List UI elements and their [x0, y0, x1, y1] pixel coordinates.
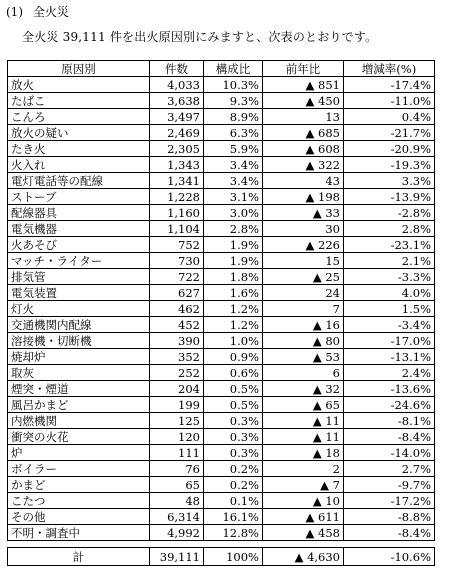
change-cell: ▲ 33: [263, 205, 344, 221]
count-cell: 2,305: [150, 141, 204, 157]
rate-cell: -17.0%: [344, 333, 435, 349]
change-cell: ▲ 32: [263, 381, 344, 397]
count-cell: 627: [150, 285, 204, 301]
count-cell: 199: [150, 397, 204, 413]
cause-cell: 不明・調査中: [8, 525, 150, 541]
rate-cell: -13.9%: [344, 189, 435, 205]
share-cell: 5.9%: [204, 141, 263, 157]
change-cell: 6: [263, 365, 344, 381]
table-row: [8, 269, 435, 285]
count-cell: 125: [150, 413, 204, 429]
table-row: [8, 157, 435, 173]
rate-cell: 2.1%: [344, 253, 435, 269]
table-row: [8, 461, 435, 477]
cause-cell: 灯火: [8, 301, 150, 317]
rate-cell: 0.4%: [344, 109, 435, 125]
change-cell: ▲ 322: [263, 157, 344, 173]
rate-cell: -2.8%: [344, 205, 435, 221]
cause-cell: こんろ: [8, 109, 150, 125]
share-cell: 1.2%: [204, 317, 263, 333]
table-row: [8, 253, 435, 269]
column-header: 構成比: [204, 61, 263, 77]
rate-cell: -17.4%: [344, 77, 435, 93]
cause-table: [7, 60, 435, 541]
column-header: 件数: [150, 61, 204, 77]
count-cell: 3,497: [150, 109, 204, 125]
change-cell: ▲ 80: [263, 333, 344, 349]
count-cell: 204: [150, 381, 204, 397]
share-cell: 16.1%: [204, 509, 263, 525]
change-cell: 24: [263, 285, 344, 301]
count-cell: 1,228: [150, 189, 204, 205]
share-cell: 0.9%: [204, 349, 263, 365]
rate-cell: -8.4%: [344, 525, 435, 541]
change-cell: 30: [263, 221, 344, 237]
count-cell: 722: [150, 269, 204, 285]
count-cell: 452: [150, 317, 204, 333]
count-cell: 4,992: [150, 525, 204, 541]
share-cell: 6.3%: [204, 125, 263, 141]
share-cell: 8.9%: [204, 109, 263, 125]
table-row: [8, 525, 435, 541]
change-cell: 15: [263, 253, 344, 269]
section-number: (1): [6, 5, 23, 19]
table-row: [8, 413, 435, 429]
cause-cell: 内燃機関: [8, 413, 150, 429]
table-row: [8, 365, 435, 381]
rate-cell: -9.7%: [344, 477, 435, 493]
cause-cell: 交通機関内配線: [8, 317, 150, 333]
cause-cell: 排気管: [8, 269, 150, 285]
change-cell: ▲ 10: [263, 493, 344, 509]
share-cell: 1.6%: [204, 285, 263, 301]
rate-cell: -3.3%: [344, 269, 435, 285]
rate-cell: 1.5%: [344, 301, 435, 317]
table-row: [8, 173, 435, 189]
count-cell: 252: [150, 365, 204, 381]
count-cell: 65: [150, 477, 204, 493]
table-row: [8, 493, 435, 509]
change-cell: ▲ 65: [263, 397, 344, 413]
change-cell: ▲ 608: [263, 141, 344, 157]
cause-cell: こたつ: [8, 493, 150, 509]
table-row: [8, 477, 435, 493]
table-row: [8, 93, 435, 109]
share-cell: 0.1%: [204, 493, 263, 509]
share-cell: 0.5%: [204, 397, 263, 413]
rate-cell: 2.7%: [344, 461, 435, 477]
table-row: [8, 333, 435, 349]
table-row: [8, 381, 435, 397]
share-cell: 0.3%: [204, 445, 263, 461]
rate-cell: 4.0%: [344, 285, 435, 301]
change-cell: ▲ 11: [263, 413, 344, 429]
change-cell: ▲ 53: [263, 349, 344, 365]
table-row: [8, 189, 435, 205]
cause-cell: たばこ: [8, 93, 150, 109]
share-cell: 1.9%: [204, 237, 263, 253]
count-cell: 352: [150, 349, 204, 365]
table-row: [8, 397, 435, 413]
rate-cell: -8.8%: [344, 509, 435, 525]
total-row: [8, 548, 435, 566]
share-cell: 0.6%: [204, 365, 263, 381]
change-cell: ▲ 450: [263, 93, 344, 109]
rate-cell: 2.8%: [344, 221, 435, 237]
cause-cell: 電灯電話等の配線: [8, 173, 150, 189]
rate-cell: 3.3%: [344, 173, 435, 189]
share-cell: 3.4%: [204, 157, 263, 173]
change-cell: ▲ 7: [263, 477, 344, 493]
rate-cell: -19.3%: [344, 157, 435, 173]
table-row: [8, 77, 435, 93]
change-cell: ▲ 25: [263, 269, 344, 285]
table-row: [8, 349, 435, 365]
change-cell: ▲ 16: [263, 317, 344, 333]
table-header-row: [8, 61, 435, 77]
change-cell: ▲ 11: [263, 429, 344, 445]
change-cell: ▲ 458: [263, 525, 344, 541]
total-label: 計: [8, 548, 150, 566]
table-row: [8, 237, 435, 253]
table-row: [8, 509, 435, 525]
section-title: 全火災: [33, 5, 70, 19]
rate-cell: -14.0%: [344, 445, 435, 461]
change-cell: ▲ 611: [263, 509, 344, 525]
cause-cell: 衝突の火花: [8, 429, 150, 445]
change-cell: 2: [263, 461, 344, 477]
rate-cell: -20.9%: [344, 141, 435, 157]
rate-cell: 2.4%: [344, 365, 435, 381]
count-cell: 1,160: [150, 205, 204, 221]
total-change: ▲ 4,630: [263, 548, 344, 566]
table-row: [8, 109, 435, 125]
section-heading: [6, 3, 69, 20]
share-cell: 1.9%: [204, 253, 263, 269]
share-cell: 1.8%: [204, 269, 263, 285]
rate-cell: -13.1%: [344, 349, 435, 365]
share-cell: 3.1%: [204, 189, 263, 205]
cause-cell: ボイラー: [8, 461, 150, 477]
share-cell: 9.3%: [204, 93, 263, 109]
cause-cell: ストーブ: [8, 189, 150, 205]
change-cell: 43: [263, 173, 344, 189]
share-cell: 2.8%: [204, 221, 263, 237]
table-row: [8, 221, 435, 237]
count-cell: 111: [150, 445, 204, 461]
cause-cell: 火入れ: [8, 157, 150, 173]
share-cell: 3.0%: [204, 205, 263, 221]
rate-cell: -8.1%: [344, 413, 435, 429]
table-row: [8, 317, 435, 333]
total-count: 39,111: [150, 548, 204, 566]
cause-cell: 電気装置: [8, 285, 150, 301]
table-row: [8, 125, 435, 141]
column-header: 増減率(%): [344, 61, 435, 77]
count-cell: 6,314: [150, 509, 204, 525]
cause-cell: マッチ・ライター: [8, 253, 150, 269]
cause-cell: 煙突・煙道: [8, 381, 150, 397]
share-cell: 1.0%: [204, 333, 263, 349]
count-cell: 390: [150, 333, 204, 349]
table-row: [8, 141, 435, 157]
change-cell: ▲ 685: [263, 125, 344, 141]
change-cell: ▲ 851: [263, 77, 344, 93]
share-cell: 10.3%: [204, 77, 263, 93]
table-row: [8, 429, 435, 445]
count-cell: 48: [150, 493, 204, 509]
cause-cell: 放火: [8, 77, 150, 93]
cause-cell: 炉: [8, 445, 150, 461]
column-header: 前年比: [263, 61, 344, 77]
change-cell: ▲ 226: [263, 237, 344, 253]
count-cell: 120: [150, 429, 204, 445]
rate-cell: -23.1%: [344, 237, 435, 253]
share-cell: 0.3%: [204, 413, 263, 429]
table-row: [8, 205, 435, 221]
change-cell: 7: [263, 301, 344, 317]
table-row: [8, 445, 435, 461]
cause-cell: たき火: [8, 141, 150, 157]
cause-cell: 溶接機・切断機: [8, 333, 150, 349]
total-rate: -10.6%: [344, 548, 435, 566]
rate-cell: -3.4%: [344, 317, 435, 333]
share-cell: 12.8%: [204, 525, 263, 541]
cause-cell: その他: [8, 509, 150, 525]
cause-cell: 放火の疑い: [8, 125, 150, 141]
total-share: 100%: [204, 548, 263, 566]
count-cell: 462: [150, 301, 204, 317]
share-cell: 0.5%: [204, 381, 263, 397]
cause-cell: 配線器具: [8, 205, 150, 221]
cause-cell: かまど: [8, 477, 150, 493]
rate-cell: -13.6%: [344, 381, 435, 397]
column-header: 原因別: [8, 61, 150, 77]
intro-text: 全火災 39,111 件を出火原因別にみますと、次表のとおりです。: [22, 30, 378, 44]
change-cell: 13: [263, 109, 344, 125]
count-cell: 1,104: [150, 221, 204, 237]
table-row: [8, 285, 435, 301]
change-cell: ▲ 198: [263, 189, 344, 205]
count-cell: 3,638: [150, 93, 204, 109]
cause-cell: 焼却炉: [8, 349, 150, 365]
count-cell: 730: [150, 253, 204, 269]
count-cell: 752: [150, 237, 204, 253]
cause-cell: 電気機器: [8, 221, 150, 237]
rate-cell: -24.6%: [344, 397, 435, 413]
share-cell: 0.3%: [204, 429, 263, 445]
share-cell: 0.2%: [204, 477, 263, 493]
cause-cell: 火あそび: [8, 237, 150, 253]
rate-cell: -21.7%: [344, 125, 435, 141]
rate-cell: -8.4%: [344, 429, 435, 445]
rate-cell: -11.0%: [344, 93, 435, 109]
change-cell: ▲ 18: [263, 445, 344, 461]
share-cell: 1.2%: [204, 301, 263, 317]
share-cell: 0.2%: [204, 461, 263, 477]
total-table: [7, 547, 435, 566]
cause-cell: 風呂かまど: [8, 397, 150, 413]
count-cell: 76: [150, 461, 204, 477]
cause-cell: 取灰: [8, 365, 150, 381]
count-cell: 1,343: [150, 157, 204, 173]
count-cell: 4,033: [150, 77, 204, 93]
count-cell: 2,469: [150, 125, 204, 141]
count-cell: 1,341: [150, 173, 204, 189]
table-row: [8, 301, 435, 317]
rate-cell: -17.2%: [344, 493, 435, 509]
share-cell: 3.4%: [204, 173, 263, 189]
